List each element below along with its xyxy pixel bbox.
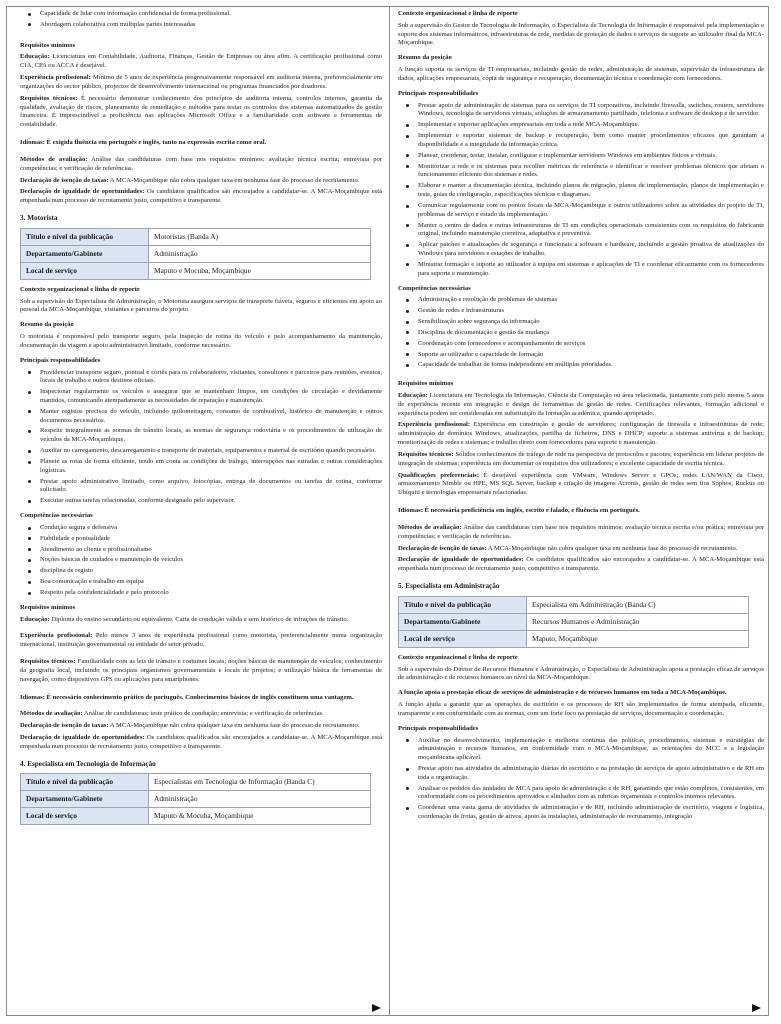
responsibilities-list bbox=[398, 102, 764, 279]
table-label: Local de serviço bbox=[21, 808, 149, 825]
section-heading: Requisitos mínimos bbox=[20, 41, 76, 49]
section-heading: Principais responsabilidades bbox=[398, 89, 479, 97]
section-title-admin-specialist: 5. Especialista em Administração bbox=[398, 582, 500, 591]
table-row bbox=[21, 228, 371, 245]
paragraph bbox=[20, 188, 382, 206]
field-text: Familiaridade com as leis de trânsito e costumes locais; noções básicas de manutenção de veículos; conhecimento da geografia local, incluindo os principais organismos governamentais e locais de projetos; e utilização básica de ferramentas de navegação, como dispositivos GPS ou aplicações para smartphones. bbox=[20, 658, 382, 683]
list-item: Prestar apoio de administração de sistemas para os serviços de TI corporativos, incluindo firewalls, switches, routers, servidores Windows, tecnologia de servidores virtuais, soluções de armazenamento partilhado, telefonia e software de desktop e de servidor. bbox=[398, 102, 764, 120]
field-text: Experiência em construção e gestão de servidores; configuração de firewalls e infraestruturas de rede; administração de domínios Windows, atualizações, partilha de ficheiros, DNS e DHCP; suporte a sistemas antivírus e de backup; monitorização de redes e sistemas; e trabalho direto com fornecedores para suporte e manutenção. bbox=[398, 421, 764, 447]
section-heading: Contexto organizacional e linha de reporte bbox=[398, 653, 518, 661]
list-item: Analisar os pedidos das unidades de MCA para apoio de administração e de RH, garantindo que estão completos, consistentes, em conformidade com os procedimentos aprovados e alinhados com as rubricas orçamentais e controlos internos relevantes. bbox=[398, 785, 764, 803]
field-text: A MCA-Moçambique não cobra qualquer taxa em nenhuma fase do processo de recrutamento. bbox=[108, 722, 360, 730]
languages-statement: Idiomas: É exigida fluência em português e inglês, tanto na expressão escrita como oral. bbox=[20, 139, 267, 147]
list-item: Disciplina de documentação e gestão da mudança bbox=[398, 329, 764, 338]
paragraph bbox=[20, 95, 382, 130]
list-item: Implementar e suportar aplicações empresariais em toda a rede MCA-Moçambique. bbox=[398, 121, 764, 130]
section-heading: Resumo da posição bbox=[398, 54, 452, 62]
competencies-list bbox=[20, 524, 382, 598]
paragraph: A função suporta os serviços de TI empresariais, incluindo gestão de redes, administração de sistemas, supervisão da infraestrutura de dados, aplicações empresariais, cópia de segurança e recuperação, documentação técnica e coordenação com fornecedores. bbox=[398, 66, 764, 82]
field-label: Educação: bbox=[20, 615, 50, 623]
field-label: Requisitos técnicos: bbox=[398, 450, 454, 458]
field-label: Requisitos técnicos: bbox=[20, 658, 76, 666]
paragraph: A função ajuda a garantir que as operações de escritório e os processos de RH são implementados de forma atempada, eficiente, transparente e em conformidade com as normas, com um forte foco na prestação de serviços, documentação e coordenação. bbox=[398, 701, 764, 717]
table-row bbox=[21, 245, 371, 262]
responsibilities-list bbox=[398, 737, 764, 822]
paragraph bbox=[20, 658, 382, 684]
table-value: Maputo, Moçambique bbox=[527, 630, 749, 647]
section-heading: Resumo da posição bbox=[20, 321, 74, 329]
table-label: Título e nível da publicação bbox=[21, 774, 149, 791]
list-item: Comunicar regularmente com os pontos focais da MCA-Moçambique e outros utilizadores sobre as atividades do projeto de TI, problemas de serviço e estado da implementação. bbox=[398, 202, 764, 220]
field-label: Requisitos técnicos: bbox=[20, 94, 78, 102]
table-value: Recursos Humanos e Administração bbox=[527, 613, 749, 630]
top-bullet-list bbox=[20, 10, 382, 30]
list-item: Inspecionar regularmente os veículos e assegurar que se mantenham limpos, em condições de circulação e devidamente mantidos, comunicando atempadamente as necessidades de reparação e manutenção. bbox=[20, 388, 382, 406]
list-item: Capacidade de trabalhar de forma independente em múltiplas prioridades. bbox=[398, 361, 764, 370]
field-text: A MCA-Moçambique não cobra qualquer taxa em nenhuma fase do processo de recrutamento. bbox=[486, 544, 738, 552]
table-value: Maputo & Mocuba, Moçambique bbox=[149, 808, 371, 825]
section-heading: A função apoia a prestação eficaz de serviços de administração e de recursos humanos em toda a MCA-Moçambique. bbox=[398, 689, 727, 697]
table-value: Motoristas (Banda A) bbox=[149, 228, 371, 245]
competencies-list bbox=[398, 296, 764, 370]
field-label: Métodos de avaliação: bbox=[20, 710, 83, 718]
list-item: Auxiliar no desenvolvimento, implementação e melhoria contínua das políticas, procedimentos, sistemas e estratégias de administração e recursos humanos, em conformidade com o MCA-Moçambique, as orientações do MCC e a legislação moçambicana aplicável. bbox=[398, 737, 764, 763]
table-row bbox=[21, 774, 371, 791]
paragraph bbox=[20, 734, 382, 752]
field-label: Qualificações preferenciais: bbox=[398, 471, 479, 479]
list-item: Manter o centro de dados e outras infraestruturas de TI em condições operacionais consistentes com os requisitos do fabricante original, incluindo manutenção corretiva, adaptativa e preventiva. bbox=[398, 222, 764, 240]
section-heading: Principais responsabilidades bbox=[20, 356, 101, 364]
field-text: É necessário demonstrar conhecimento dos princípios de auditoria interna, controlos internos, garantia da qualidade, avaliação de riscos, planeamento de remediação e métodos para testar os controlos dos sistemas automatizados de gestão financeira. É imprescindível a proficiência nas aplicações Microsoft Office e a familiaridade com software e ferramentas de contabilidade. bbox=[20, 94, 382, 129]
next-page-arrow-icon bbox=[752, 1004, 761, 1012]
paragraph bbox=[398, 392, 764, 418]
field-text: Licenciatura em Contabilidade, Auditoria, Finanças, Gestão de Empresas ou área afim. A certificação profissional como CIA, CPA ou ACCA é desejável. bbox=[20, 53, 382, 70]
paragraph bbox=[20, 710, 382, 719]
field-label: Métodos de avaliação: bbox=[398, 523, 462, 531]
list-item: Suporte ao utilizador e capacidade de formação bbox=[398, 351, 764, 360]
list-item: Administração e resolução de problemas de sistemas bbox=[398, 296, 764, 305]
paragraph bbox=[20, 177, 382, 186]
field-text: Sólidos conhecimentos de tráfego de rede na perspectiva de protocolos e pacotes; experiência em liderar projetos de integração de sistemas; experiência em documentar os requisitos dos utilizadores; e excelente capacidade de escrita técnica. bbox=[398, 450, 764, 467]
list-item: Gestão de redes e infraestruturas bbox=[398, 307, 764, 316]
list-item: Planeie as rotas de forma eficiente, tendo em conta as condições de tráfego, interrupções nas estradas e outras considerações logísticas. bbox=[20, 458, 382, 476]
table-value: Administração bbox=[149, 245, 371, 262]
list-item: Ministrar formação e suporte ao utilizador à equipa em sistemas e aplicações de TI e coordenar eficazmente com os fornecedores para suporte e manutenção. bbox=[398, 261, 764, 279]
table-value: Especialistas em Tecnologia de Informação (Banda C) bbox=[149, 774, 371, 791]
table-value: Especialista em Administração (Banda C) bbox=[527, 596, 749, 613]
field-label: Declaração de igualdade de oportunidades: bbox=[398, 556, 524, 564]
section-title-driver: 3. Motorista bbox=[20, 214, 58, 223]
column-divider bbox=[389, 6, 390, 1016]
languages-statement: Idiomas: É necessária proficiência em inglês, escrito e falado, e fluência em português. bbox=[398, 507, 640, 515]
paragraph bbox=[20, 722, 382, 731]
table-row bbox=[399, 613, 749, 630]
list-item: Executar outras tarefas relacionadas, conforme designado pelo supervisor. bbox=[20, 497, 382, 506]
paragraph bbox=[20, 632, 382, 650]
field-label: Declaração de igualdade de oportunidades: bbox=[20, 734, 145, 742]
list-item: Prestar apoio nas atividades de administração diárias do escritório e na prestação de serviços de apoio administrativo e de RH em toda a organização. bbox=[398, 765, 764, 783]
right-column bbox=[398, 10, 764, 825]
paragraph bbox=[20, 53, 382, 71]
paragraph: Sob a supervisão do Gestor de Tecnologia de Informação, o Especialista de Tecnologia de Informação é responsável pela implementação e suporte dos sistemas informáticos, infraestruturas de rede, medidas de proteção de dados e serviços de suporte ao utilizador final da MCA-Moçambique. bbox=[398, 21, 764, 47]
section-heading: Principais responsabilidades bbox=[398, 724, 479, 732]
paragraph bbox=[398, 451, 764, 469]
list-item: Elaborar e manter a documentação técnica, incluindo planos de migração, planos de implementação, planos de implementação e teste, guias de configuração, especificações técnicas e diagramas. bbox=[398, 182, 764, 200]
field-label: Declaração de isenção de taxas: bbox=[20, 176, 109, 184]
field-label: Declaração de isenção de taxas: bbox=[20, 722, 109, 730]
list-item: Manter registos precisos do veículo, incluindo quilometragem, consumo de combustível, histórico de manutenção e outros documentos necessários. bbox=[20, 408, 382, 426]
list-item: Monitorizar a rede e os sistemas para recolher métricas de referência e identificar e resolver problemas técnicos que afetam o funcionamento eficiente dos sistemas e redes. bbox=[398, 163, 764, 181]
left-column bbox=[20, 10, 382, 831]
table-label: Título e nível da publicação bbox=[399, 596, 527, 613]
section-heading: Requisitos mínimos bbox=[398, 380, 454, 388]
table-label: Departamento/Gabinete bbox=[21, 245, 149, 262]
table-value: Maputo e Mocuba, Moçambique bbox=[149, 262, 371, 279]
section-heading: Contexto organizacional e linha de reporte bbox=[398, 10, 518, 17]
list-item: Fiabilidade e pontualidade bbox=[20, 535, 382, 544]
section-heading: Competências necessárias bbox=[20, 512, 93, 520]
list-item: Aplicar patches e atualizações de segurança e funcionais a software e hardware, incluindo a gestão proativa de atualizações do Windows para servidores e estações de trabalho. bbox=[398, 241, 764, 259]
section-heading: Competências necessárias bbox=[398, 284, 471, 292]
position-info-table bbox=[398, 596, 749, 648]
languages-statement: Idiomas: É necessário conhecimento prático de português. Conhecimentos básicos de inglês constituem uma vantagem. bbox=[20, 693, 354, 701]
section-heading: Requisitos mínimos bbox=[20, 603, 76, 611]
field-text: Os candidatos qualificados são encorajados a candidatar-se. A MCA-Moçambique está empenhada num processo de recrutamento justo, competitivo e transparente. bbox=[20, 188, 382, 205]
table-row bbox=[399, 630, 749, 647]
field-text: Os candidatos qualificados são encorajados a candidatar-se. A MCA-Moçambique está empenhada num processo de recrutamento justo, competitivo e transparente. bbox=[398, 556, 764, 573]
field-label: Declaração de isenção de taxas: bbox=[398, 544, 487, 552]
field-text: Diploma do ensino secundário ou equivalente. Carta de condução válida e sem histórico de infrações de trânsito. bbox=[49, 615, 349, 623]
list-item: Planear, coordenar, testar, instalar, configurar e implementar servidores Windows em ambientes físicos e virtuais. bbox=[398, 152, 764, 161]
list-item: Condução segura e defensiva bbox=[20, 524, 382, 533]
paragraph bbox=[398, 545, 764, 554]
paragraph bbox=[20, 156, 382, 174]
field-text: Os candidatos qualificados são encorajados a candidatar-se. A MCA-Moçambique está empenhada num processo de recrutamento justo, competitivo e transparente. bbox=[20, 734, 382, 750]
field-text: A MCA-Moçambique não cobra qualquer taxa em nenhuma fase do processo de recrutamento. bbox=[108, 176, 360, 184]
list-item: Abordagem colaborativa com múltiplas partes interessadas bbox=[20, 21, 382, 30]
field-label: Educação: bbox=[398, 391, 428, 399]
table-label: Departamento/Gabinete bbox=[21, 791, 149, 808]
responsibilities-list bbox=[20, 369, 382, 507]
list-item: disciplina de registo bbox=[20, 567, 382, 576]
list-item: Respeito pela confidencialidade e pelo protocolo bbox=[20, 589, 382, 598]
table-row bbox=[399, 596, 749, 613]
list-item: Boa comunicação e trabalho em equipa bbox=[20, 578, 382, 587]
list-item: Atendimento ao cliente e profissionalismo bbox=[20, 546, 382, 555]
list-item: Providenciar transporte seguro, pontual e cortês para os colaboradores, visitantes, consultores e parceiros para reuniões, eventos, locais de trabalho e outros destinos oficiais. bbox=[20, 369, 382, 387]
paragraph bbox=[398, 556, 764, 574]
list-item: Sensibilização sobre segurança da informação bbox=[398, 318, 764, 327]
table-row bbox=[21, 808, 371, 825]
list-item: Implementar e suportar sistemas de backup e recuperação, bem como manter procedimentos eficazes que garantam a disponibilidade e a integridade da informação crítica. bbox=[398, 132, 764, 150]
paragraph bbox=[20, 74, 382, 92]
list-item: Auxiliar no carregamento, descarregamento e transporte de materiais, equipamentos e material de escritório quando necessário. bbox=[20, 447, 382, 456]
table-label: Local de serviço bbox=[399, 630, 527, 647]
field-text: Análise de candidaturas; teste prático de condução; entrevista; e verificação de referências. bbox=[82, 710, 324, 718]
table-row bbox=[21, 791, 371, 808]
field-text: Mínimo de 5 anos de experiência progressivamente responsável em auditoria interna, preferencialmente em organizações do sector público, projectos de desenvolvimento internacional ou programas financiados por doadores. bbox=[20, 74, 382, 90]
paragraph bbox=[398, 524, 764, 542]
list-item: Noções básicas de cuidados e manutenção de veículos bbox=[20, 556, 382, 565]
field-text: Análise das candidaturas com base nos requisitos mínimos; avaliação técnica escrita e/ou prática; entrevista por competências; e verificação de referências. bbox=[398, 523, 764, 540]
table-label: Departamento/Gabinete bbox=[399, 613, 527, 630]
paragraph: O motorista é responsável pelo transporte seguro, pela inspeção de rotina do veículo e pelo acompanhamento da manutenção, documentação da viagem e apoio administrativo limitado, conforme necessário. bbox=[20, 333, 382, 349]
field-text: Pelo menos 3 anos de experiência profissional como motorista, preferencialmente numa organização internacional, instituição governamental ou entidade do setor privado. bbox=[20, 632, 382, 649]
field-label: Experiência profissional: bbox=[20, 632, 93, 640]
field-text: Análise das candidaturas com base nos requisitos mínimos; avaliação técnica escrita; entrevista por competências; e verificação de referências. bbox=[20, 155, 382, 172]
paragraph: Sob a supervisão do Diretor de Recursos Humanos e Administração, o Especialista de Administração apoia a prestação eficaz de serviços de administração e de recursos humanos ao nível da MCA-Moçambique. bbox=[398, 665, 764, 682]
list-item: Coordenação com fornecedores e acompanhamento de serviços bbox=[398, 340, 764, 349]
list-item: Coordenar uma vasta gama de atividades de administração e de RH, incluindo administração de escritório, viagens e logística, coordenação de frotas, gestão de ativos, apoio às instalações, administração de recrutamento, integração bbox=[398, 804, 764, 822]
table-row bbox=[21, 262, 371, 279]
list-item: Capacidade de lidar com informação confidencial de forma profissional. bbox=[20, 10, 382, 19]
position-info-table bbox=[20, 228, 371, 280]
paragraph bbox=[398, 472, 764, 498]
list-item: Prestar apoio administrativo limitado, como arquivo, fotocópias, entrega de documentos ou tarefas de rotina, conforme solicitado. bbox=[20, 478, 382, 496]
field-text: Licenciatura em Tecnologia da Informação, Ciência da Computação ou área relacionada, juntamente com pelo menos 5 anos de experiência recente em integração e design de ferramentas de gestão de redes. Certificações relevantes, formação adicional e experiência podem ser consideradas em substituição da formação académica, quando apropriado. bbox=[398, 391, 764, 417]
next-page-arrow-icon bbox=[372, 1004, 381, 1012]
paragraph bbox=[20, 616, 382, 625]
table-label: Local de serviço bbox=[21, 262, 149, 279]
table-value: Administração bbox=[149, 791, 371, 808]
field-label: Métodos de avaliação: bbox=[20, 155, 88, 163]
paragraph: Sob a supervisão do Especialista de Administração, o Motorista assegura serviços de transporte fiáveis, seguros e eficientes em apoio ao pessoal da MCA-Moçambique, visitantes e parceiros do projeto. bbox=[20, 297, 382, 314]
field-text: É desejável experiência com VMware, Windows Server e GPOs; redes LAN/WAN da Cisco, armazenamento Nimble ou HPE, MS SQL Server, backup e criação de imagens Acronis, gestão de redes sem fios Sophos, Ruckus ou Ubiquiti e tecnologias empresariais relacionadas. bbox=[398, 471, 764, 497]
list-item: Respeite integralmente as normas de trânsito locais, as normas de segurança rodoviária e os procedimentos de utilização de veículos da MCA-Moçambique. bbox=[20, 427, 382, 445]
field-label: Declaração de igualdade de oportunidades: bbox=[20, 188, 145, 196]
paragraph bbox=[398, 421, 764, 447]
field-label: Experiência profissional: bbox=[398, 421, 471, 429]
field-label: Educação: bbox=[20, 53, 50, 61]
field-label: Experiência profissional: bbox=[20, 74, 91, 82]
section-heading: Contexto organizacional e linha de reporte bbox=[20, 285, 140, 293]
section-title-it-specialist: 4. Especialista em Tecnologia de Informação bbox=[20, 759, 156, 768]
position-info-table bbox=[20, 773, 371, 825]
table-label: Título e nível da publicação bbox=[21, 228, 149, 245]
